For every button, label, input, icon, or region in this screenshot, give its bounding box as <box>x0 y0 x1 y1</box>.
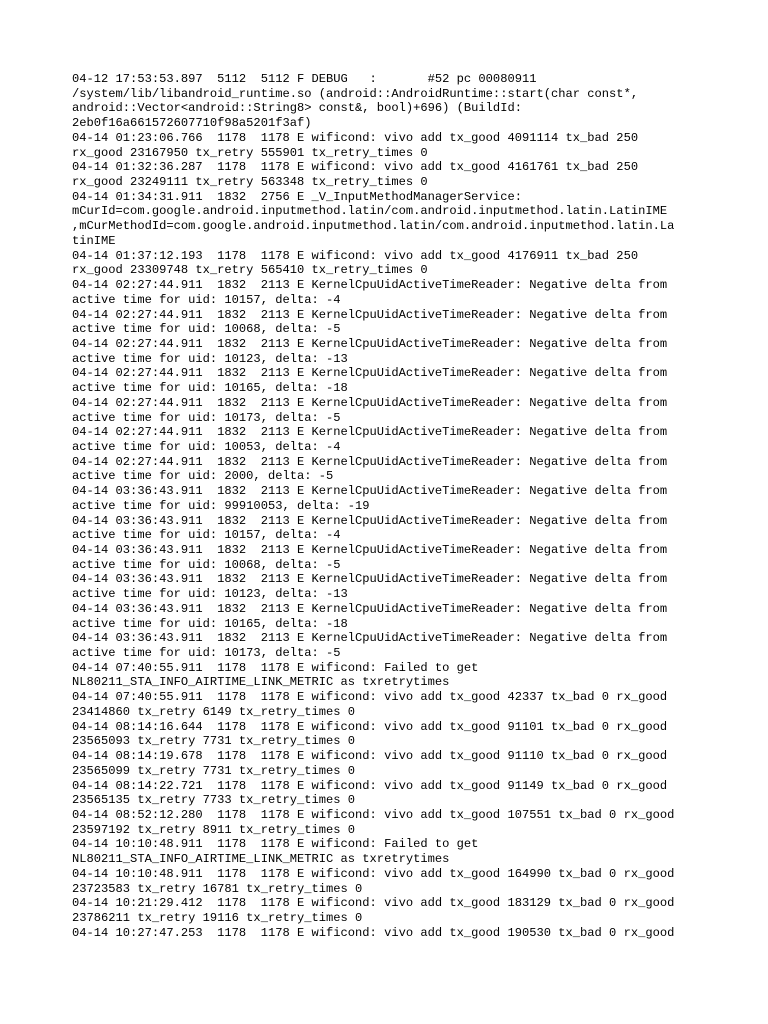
log-line: NL80211_STA_INFO_AIRTIME_LINK_METRIC as txretrytimes <box>72 675 450 690</box>
log-line: 23414860 tx_retry 6149 tx_retry_times 0 <box>72 704 356 719</box>
log-line: 23786211 tx_retry 19116 tx_retry_times 0 <box>72 910 363 925</box>
log-line: 23597192 tx_retry 8911 tx_retry_times 0 <box>72 822 356 837</box>
log-line: 04-14 02:27:44.911 1832 2113 E KernelCpuUidActiveTimeReader: Negative delta from <box>72 395 668 410</box>
log-line: active time for uid: 99910053, delta: -19 <box>72 498 370 513</box>
log-line: active time for uid: 10165, delta: -18 <box>72 616 348 631</box>
log-line: 04-14 08:14:19.678 1178 1178 E wificond: vivo add tx_good 91110 tx_bad 0 rx_good <box>72 749 668 764</box>
log-line: 04-14 10:27:47.253 1178 1178 E wificond: vivo add tx_good 190530 tx_bad 0 rx_good <box>72 925 675 940</box>
log-line: 04-14 03:36:43.911 1832 2113 E KernelCpuUidActiveTimeReader: Negative delta from <box>72 543 668 557</box>
log-line: rx_good 23249111 tx_retry 563348 tx_retry_times 0 <box>72 175 428 190</box>
log-line: 04-14 08:52:12.280 1178 1178 E wificond: vivo add tx_good 107551 tx_bad 0 rx_good <box>72 807 675 822</box>
log-line: ,mCurMethodId=com.google.android.inputmethod.latin/com.android.inputmethod.latin.La <box>72 219 675 234</box>
log-line: 04-14 02:27:44.911 1832 2113 E KernelCpuUidActiveTimeReader: Negative delta from <box>72 278 668 293</box>
log-line: active time for uid: 10173, delta: -5 <box>72 646 341 661</box>
log-line: 04-14 01:34:31.911 1832 2756 E _V_InputMethodManagerService: <box>72 189 522 204</box>
log-line: 04-14 03:36:43.911 1832 2113 E KernelCpuUidActiveTimeReader: Negative delta from <box>72 513 668 528</box>
log-line: tinIME <box>72 233 116 248</box>
log-line: 23565093 tx_retry 7731 tx_retry_times 0 <box>72 734 356 749</box>
log-line: rx_good 23309748 tx_retry 565410 tx_retry_times 0 <box>72 263 428 278</box>
log-line: 04-14 03:36:43.911 1832 2113 E KernelCpuUidActiveTimeReader: Negative delta from <box>72 484 668 499</box>
log-line: android::Vector<android::String8> const&, bool)+696) (BuildId: <box>72 101 522 116</box>
log-line: 04-14 02:27:44.911 1832 2113 E KernelCpuUidActiveTimeReader: Negative delta from <box>72 336 668 351</box>
log-line: 04-14 07:40:55.911 1178 1178 E wificond: Failed to get <box>72 660 479 675</box>
log-line: active time for uid: 10123, delta: -13 <box>72 351 348 366</box>
log-line: 04-14 08:14:16.644 1178 1178 E wificond: vivo add tx_good 91101 tx_bad 0 rx_good <box>72 719 668 734</box>
log-line: 04-14 02:27:44.911 1832 2113 E KernelCpuUidActiveTimeReader: Negative delta from <box>72 307 668 322</box>
log-line: 04-14 02:27:44.911 1832 2113 E KernelCpuUidActiveTimeReader: Negative delta from <box>72 366 668 381</box>
log-line: 04-14 01:32:36.287 1178 1178 E wificond: vivo add tx_good 4161761 tx_bad 250 <box>72 160 639 175</box>
log-line: 23565135 tx_retry 7733 tx_retry_times 0 <box>72 793 356 808</box>
log-line: NL80211_STA_INFO_AIRTIME_LINK_METRIC as txretrytimes <box>72 852 450 867</box>
log-line: active time for uid: 10053, delta: -4 <box>72 439 341 454</box>
log-line: 04-14 10:10:48.911 1178 1178 E wificond: vivo add tx_good 164990 tx_bad 0 rx_good <box>72 866 675 881</box>
log-line: 04-14 02:27:44.911 1832 2113 E KernelCpuUidActiveTimeReader: Negative delta from <box>72 454 668 469</box>
log-line: active time for uid: 10165, delta: -18 <box>72 381 348 396</box>
log-line: 23723583 tx_retry 16781 tx_retry_times 0 <box>72 881 363 896</box>
log-line: mCurId=com.google.android.inputmethod.latin/com.android.inputmethod.latin.LatinIME <box>72 204 668 219</box>
log-line: 04-14 03:36:43.911 1832 2113 E KernelCpuUidActiveTimeReader: Negative delta from <box>72 631 668 646</box>
log-line: 04-14 03:36:43.911 1832 2113 E KernelCpuUidActiveTimeReader: Negative delta from <box>72 572 668 587</box>
log-line: 04-14 02:27:44.911 1832 2113 E KernelCpuUidActiveTimeReader: Negative delta from <box>72 425 668 440</box>
log-page <box>72 72 702 940</box>
log-line: 04-14 10:10:48.911 1178 1178 E wificond: Failed to get <box>72 837 479 852</box>
log-line: 04-14 08:14:22.721 1178 1178 E wificond: vivo add tx_good 91149 tx_bad 0 rx_good <box>72 778 668 793</box>
log-line: 04-14 07:40:55.911 1178 1178 E wificond: vivo add tx_good 42337 tx_bad 0 rx_good <box>72 690 668 705</box>
log-line: 04-14 01:23:06.766 1178 1178 E wificond: vivo add tx_good 4091114 tx_bad 250 <box>72 130 639 145</box>
log-line: active time for uid: 10068, delta: -5 <box>72 557 341 572</box>
log-line: active time for uid: 10123, delta: -13 <box>72 587 348 602</box>
log-line: active time for uid: 2000, delta: -5 <box>72 469 334 484</box>
log-line: /system/lib/libandroid_runtime.so (android::AndroidRuntime::start(char const*, <box>72 86 639 101</box>
log-line: 2eb0f16a661572607710f98a5201f3af) <box>72 116 312 131</box>
log-line: 04-14 10:21:29.412 1178 1178 E wificond: vivo add tx_good 183129 tx_bad 0 rx_good <box>72 896 675 911</box>
log-line: active time for uid: 10068, delta: -5 <box>72 322 341 337</box>
log-line: 04-14 03:36:43.911 1832 2113 E KernelCpuUidActiveTimeReader: Negative delta from <box>72 601 668 616</box>
log-line: active time for uid: 10157, delta: -4 <box>72 292 341 307</box>
log-line: active time for uid: 10173, delta: -5 <box>72 410 341 425</box>
log-line: active time for uid: 10157, delta: -4 <box>72 528 341 543</box>
log-line: 04-14 01:37:12.193 1178 1178 E wificond: vivo add tx_good 4176911 tx_bad 250 <box>72 248 639 263</box>
log-line: 04-12 17:53:53.897 5112 5112 F DEBUG : #52 pc 00080911 <box>72 72 537 86</box>
log-line: rx_good 23167950 tx_retry 555901 tx_retry_times 0 <box>72 145 428 160</box>
log-line: 23565099 tx_retry 7731 tx_retry_times 0 <box>72 763 356 778</box>
